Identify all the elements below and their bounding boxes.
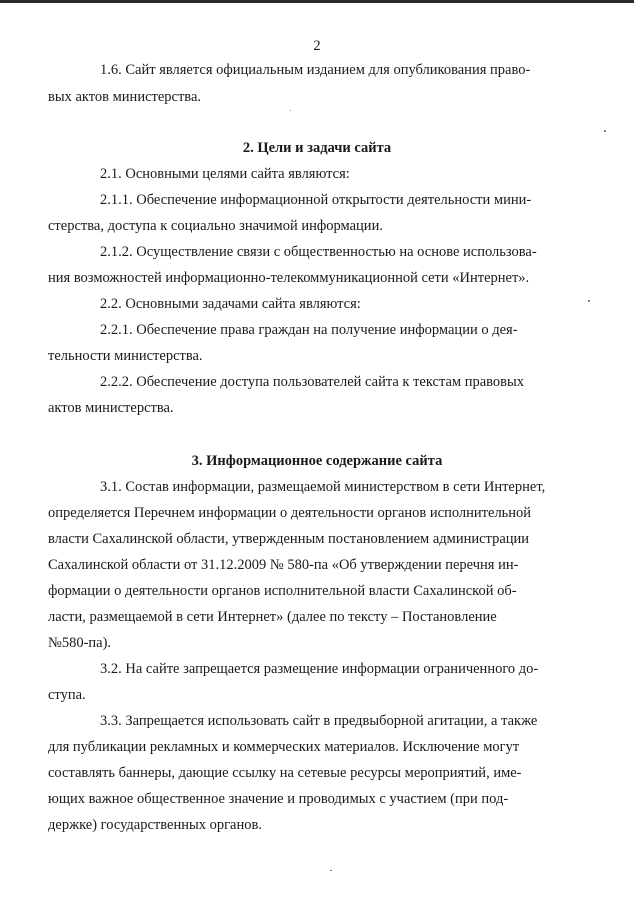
paragraph-2-1-1-line-1: 2.1.1. Обеспечение информационной открытости деятельности мини- (100, 192, 532, 208)
scan-speck (588, 300, 590, 302)
scan-speck (290, 110, 291, 111)
paragraph-3-3-line-1: 3.3. Запрещается использовать сайт в предвыборной агитации, а также (100, 713, 538, 729)
paragraph-2-2: 2.2. Основными задачами сайта являются: (100, 296, 361, 312)
paragraph-3-1-line-7: №580-па). (48, 635, 112, 651)
paragraph-2-1: 2.1. Основными целями сайта являются: (100, 166, 350, 182)
paragraph-3-1-line-4: Сахалинской области от 31.12.2009 № 580-па «Об утверждении перечня ин- (48, 557, 519, 573)
paragraph-3-1-line-5: формации о деятельности органов исполнительной власти Сахалинской об- (48, 583, 517, 599)
paragraph-2-1-2-line-1: 2.1.2. Осуществление связи с общественностью на основе использова- (100, 244, 537, 260)
paragraph-2-1-1-line-2: стерства, доступа к социально значимой информации. (48, 218, 383, 234)
paragraph-3-1-line-6: ласти, размещаемой в сети Интернет» (далее по тексту – Постановление (48, 609, 497, 625)
paragraph-2-2-2-line-1: 2.2.2. Обеспечение доступа пользователей сайта к текстам правовых (100, 374, 525, 390)
page-number: 2 (313, 38, 321, 54)
scan-speck (330, 870, 332, 871)
paragraph-1-6-line-2: вых актов министерства. (48, 89, 202, 105)
paragraph-3-3-line-5: держке) государственных органов. (48, 817, 262, 833)
paragraph-3-3-line-3: составлять баннеры, дающие ссылку на сетевые ресурсы мероприятий, име- (48, 765, 522, 781)
paragraph-2-1-2-line-2: ния возможностей информационно-телекоммуникационной сети «Интернет». (48, 270, 530, 286)
paragraph-2-2-1-line-2: тельности министерства. (48, 348, 203, 364)
paragraph-3-2-line-2: ступа. (48, 687, 86, 703)
paragraph-3-2-line-1: 3.2. На сайте запрещается размещение информации ограниченного до- (100, 661, 539, 677)
paragraph-2-2-1-line-1: 2.2.1. Обеспечение права граждан на получение информации о дея- (100, 322, 518, 338)
section-2-heading: 2. Цели и задачи сайта (242, 140, 392, 156)
paragraph-1-6-line-1: 1.6. Сайт является официальным изданием для опубликования право- (100, 62, 531, 78)
section-3-heading: 3. Информационное содержание сайта (191, 453, 443, 469)
paragraph-3-1-line-3: власти Сахалинской области, утвержденным постановлением администрации (48, 531, 530, 547)
paragraph-2-2-2-line-2: актов министерства. (48, 400, 174, 416)
scan-top-border (0, 0, 634, 3)
paragraph-3-3-line-2: для публикации рекламных и коммерческих материалов. Исключение могут (48, 739, 520, 755)
paragraph-3-1-line-1: 3.1. Состав информации, размещаемой министерством в сети Интернет, (100, 479, 546, 495)
paragraph-3-3-line-4: ющих важное общественное значение и проводимых с участием (при под- (48, 791, 509, 807)
scan-speck (604, 130, 606, 132)
paragraph-3-1-line-2: определяется Перечнем информации о деятельности органов исполнительной (48, 505, 532, 521)
